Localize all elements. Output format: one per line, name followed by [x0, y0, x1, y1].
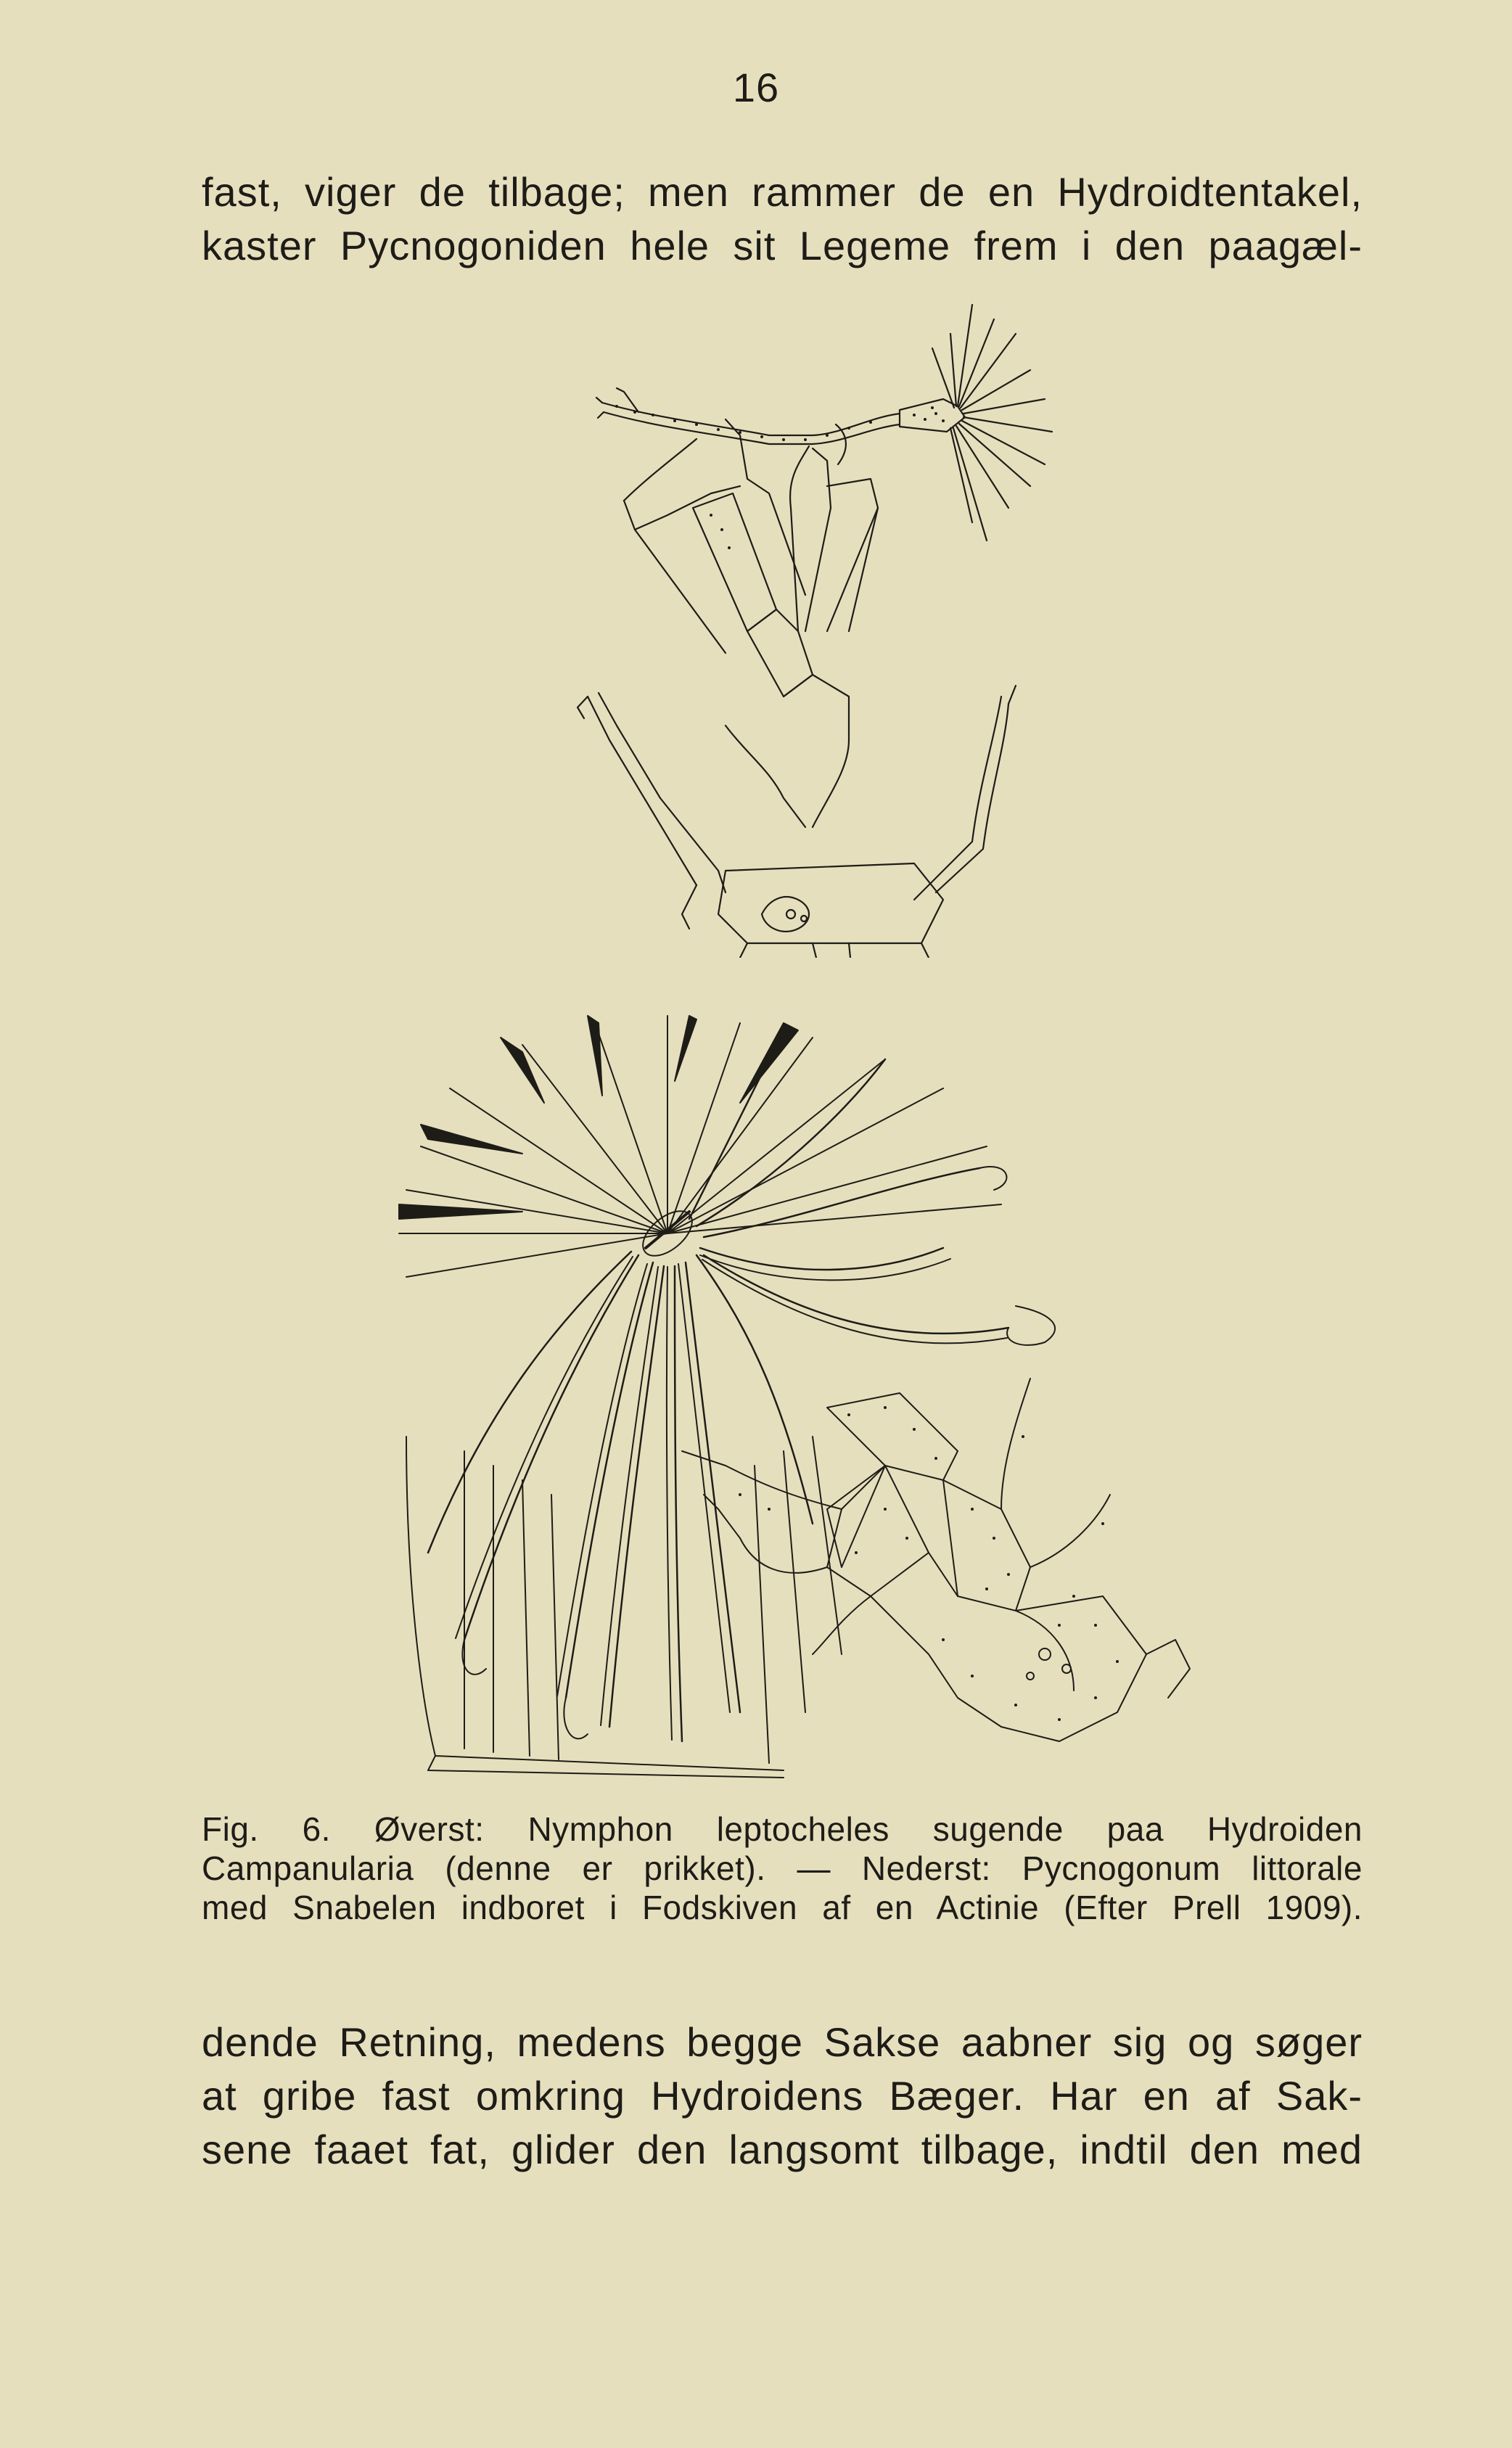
- caption-line: Campanularia (denne er prikket). — Nederst: Pycnogonum littorale: [202, 1849, 1363, 1887]
- text-line: kaster Pycnogoniden hele sit Legeme frem i den paagæl-: [202, 223, 1363, 268]
- figure-pycnogonum-actinia-illustration: [377, 1001, 1204, 1785]
- figure-caption: [202, 1810, 1363, 1927]
- caption-line: med Snabelen indboret i Fodskiven af en Actinie (Efter Prell 1909).: [202, 1889, 1363, 1926]
- text-line: dende Retning, medens begge Sakse aabner sig og søger: [202, 2019, 1363, 2065]
- caption-line: Fig. 6. Øverst: Nymphon leptocheles sugende paa Hydroiden: [202, 1810, 1363, 1848]
- body-text-bottom: [202, 2016, 1363, 2177]
- text-line: sene faaet fat, glider den langsomt tilbage, indtil den med: [202, 2127, 1363, 2172]
- text-line: at gribe fast omkring Hydroidens Bæger. Har en af Sak-: [202, 2073, 1363, 2119]
- body-text-top: [202, 165, 1363, 273]
- text-line: fast, viger de tilbage; men rammer de en Hydroidtentakel,: [202, 169, 1363, 215]
- page-number: 16: [732, 65, 780, 110]
- figure-nymphon-illustration: [508, 290, 1074, 958]
